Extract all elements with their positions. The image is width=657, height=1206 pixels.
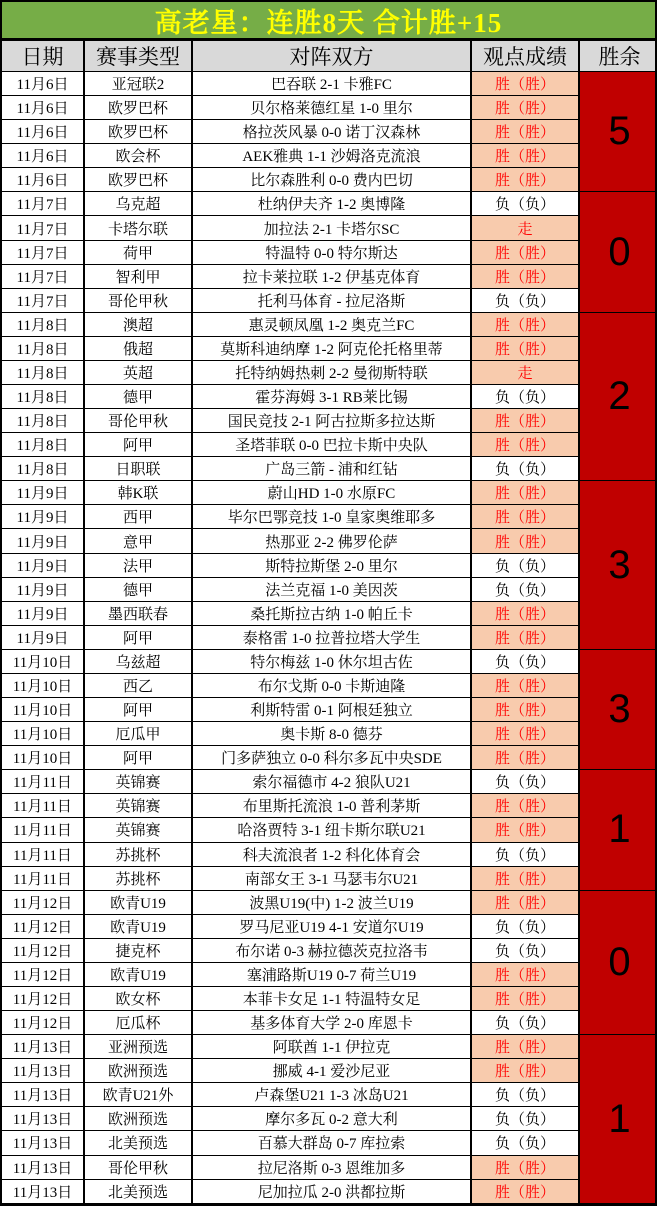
league-cell: 厄瓜杯 xyxy=(84,1011,192,1035)
league-cell: 德甲 xyxy=(84,385,192,409)
league-cell: 德甲 xyxy=(84,577,192,601)
league-cell: 阿甲 xyxy=(84,433,192,457)
date-cell: 11月13日 xyxy=(2,1035,84,1059)
league-cell: 欧女杯 xyxy=(84,986,192,1010)
table-row xyxy=(2,505,657,529)
date-cell: 11月10日 xyxy=(2,673,84,697)
result-cell: 胜（胜） xyxy=(471,312,579,336)
match-cell: 拉尼洛斯 0-3 恩维加多 xyxy=(192,1155,471,1179)
table-row xyxy=(2,192,657,216)
result-cell: 负（负） xyxy=(471,842,579,866)
match-cell: 贝尔格莱德红星 1-0 里尔 xyxy=(192,96,471,120)
result-cell: 走 xyxy=(471,216,579,240)
table-row xyxy=(2,601,657,625)
match-cell: 蔚山HD 1-0 水原FC xyxy=(192,481,471,505)
date-cell: 11月12日 xyxy=(2,938,84,962)
league-cell: 欧洲预选 xyxy=(84,1059,192,1083)
date-cell: 11月6日 xyxy=(2,120,84,144)
table-row xyxy=(2,1011,657,1035)
date-cell: 11月9日 xyxy=(2,625,84,649)
league-cell: 哥伦甲秋 xyxy=(84,409,192,433)
match-cell: 加拉法 2-1 卡塔尔SC xyxy=(192,216,471,240)
date-cell: 11月11日 xyxy=(2,770,84,794)
table-row xyxy=(2,962,657,986)
league-cell: 英超 xyxy=(84,360,192,384)
match-cell: 门多萨独立 0-0 科尔多瓦中央SDE xyxy=(192,746,471,770)
result-cell: 胜（胜） xyxy=(471,673,579,697)
league-cell: 澳超 xyxy=(84,312,192,336)
match-cell: 摩尔多瓦 0-2 意大利 xyxy=(192,1107,471,1131)
result-cell: 胜（胜） xyxy=(471,794,579,818)
table-row xyxy=(2,409,657,433)
date-cell: 11月13日 xyxy=(2,1131,84,1155)
date-cell: 11月9日 xyxy=(2,553,84,577)
match-cell: 特温特 0-0 特尔斯达 xyxy=(192,240,471,264)
date-cell: 11月10日 xyxy=(2,722,84,746)
date-cell: 11月10日 xyxy=(2,746,84,770)
match-cell: 奥卡斯 8-0 德芬 xyxy=(192,722,471,746)
table-row xyxy=(2,96,657,120)
league-cell: 欧罗巴杯 xyxy=(84,96,192,120)
league-cell: 法甲 xyxy=(84,553,192,577)
league-cell: 墨西联春 xyxy=(84,601,192,625)
league-cell: 苏挑杯 xyxy=(84,842,192,866)
table-row xyxy=(2,264,657,288)
match-cell: 特尔梅兹 1-0 休尔坦古佐 xyxy=(192,649,471,673)
match-cell: 本菲卡女足 1-1 特温特女足 xyxy=(192,986,471,1010)
result-cell: 负（负） xyxy=(471,938,579,962)
league-cell: 欧青U19 xyxy=(84,890,192,914)
match-cell: 桑托斯拉古纳 1-0 帕丘卡 xyxy=(192,601,471,625)
table-row xyxy=(2,914,657,938)
match-cell: 惠灵顿凤凰 1-2 奥克兰FC xyxy=(192,312,471,336)
result-cell: 胜（胜） xyxy=(471,72,579,96)
match-cell: 卢森堡U21 1-3 冰岛U21 xyxy=(192,1083,471,1107)
date-cell: 11月13日 xyxy=(2,1155,84,1179)
streak-cell: 3 xyxy=(579,481,657,650)
result-cell: 负（负） xyxy=(471,1131,579,1155)
result-cell: 负（负） xyxy=(471,770,579,794)
result-cell: 负（负） xyxy=(471,385,579,409)
result-cell: 胜（胜） xyxy=(471,818,579,842)
page-title: 高老星：连胜8天 合计胜+15 xyxy=(2,2,655,40)
league-cell: 苏挑杯 xyxy=(84,866,192,890)
date-cell: 11月13日 xyxy=(2,1107,84,1131)
table-row xyxy=(2,938,657,962)
match-cell: 阿联酋 1-1 伊拉克 xyxy=(192,1035,471,1059)
league-cell: 荷甲 xyxy=(84,240,192,264)
table-row xyxy=(2,240,657,264)
result-cell: 胜（胜） xyxy=(471,746,579,770)
match-cell: 波黑U19(中) 1-2 波兰U19 xyxy=(192,890,471,914)
result-cell: 负（负） xyxy=(471,649,579,673)
date-cell: 11月7日 xyxy=(2,264,84,288)
date-cell: 11月12日 xyxy=(2,1011,84,1035)
date-cell: 11月6日 xyxy=(2,144,84,168)
match-cell: 托利马体育 - 拉尼洛斯 xyxy=(192,288,471,312)
date-cell: 11月6日 xyxy=(2,72,84,96)
league-cell: 捷克杯 xyxy=(84,938,192,962)
result-cell: 胜（胜） xyxy=(471,890,579,914)
match-cell: 圣塔菲联 0-0 巴拉卡斯中央队 xyxy=(192,433,471,457)
league-cell: 北美预选 xyxy=(84,1131,192,1155)
result-cell: 胜（胜） xyxy=(471,698,579,722)
table-row xyxy=(2,216,657,240)
league-cell: 欧会杯 xyxy=(84,144,192,168)
date-cell: 11月11日 xyxy=(2,818,84,842)
table-row xyxy=(2,890,657,914)
match-cell: 格拉茨风暴 0-0 诺丁汉森林 xyxy=(192,120,471,144)
table-row xyxy=(2,1035,657,1059)
match-cell: 莫斯科迪纳摩 1-2 阿克伦托格里蒂 xyxy=(192,336,471,360)
table-row xyxy=(2,553,657,577)
date-cell: 11月13日 xyxy=(2,1179,84,1203)
match-cell: 杜纳伊夫齐 1-2 奥博隆 xyxy=(192,192,471,216)
league-cell: 哥伦甲秋 xyxy=(84,1155,192,1179)
header-league: 赛事类型 xyxy=(84,41,192,72)
table-row xyxy=(2,168,657,192)
league-cell: 卡塔尔联 xyxy=(84,216,192,240)
match-cell: 斯特拉斯堡 2-0 里尔 xyxy=(192,553,471,577)
result-cell: 胜（胜） xyxy=(471,120,579,144)
match-cell: 布里斯托流浪 1-0 普利茅斯 xyxy=(192,794,471,818)
league-cell: 智利甲 xyxy=(84,264,192,288)
result-cell: 胜（胜） xyxy=(471,96,579,120)
league-cell: 阿甲 xyxy=(84,625,192,649)
date-cell: 11月8日 xyxy=(2,409,84,433)
league-cell: 亚洲预选 xyxy=(84,1035,192,1059)
date-cell: 11月6日 xyxy=(2,168,84,192)
league-cell: 欧青U19 xyxy=(84,962,192,986)
date-cell: 11月8日 xyxy=(2,433,84,457)
table-row xyxy=(2,1083,657,1107)
result-cell: 胜（胜） xyxy=(471,168,579,192)
date-cell: 11月8日 xyxy=(2,336,84,360)
table-row xyxy=(2,385,657,409)
match-cell: 比尔森胜利 0-0 费内巴切 xyxy=(192,168,471,192)
result-cell: 胜（胜） xyxy=(471,481,579,505)
league-cell: 欧罗巴杯 xyxy=(84,168,192,192)
match-cell: 布尔诺 0-3 赫拉德茨克拉洛韦 xyxy=(192,938,471,962)
date-cell: 11月12日 xyxy=(2,986,84,1010)
match-cell: AEK雅典 1-1 沙姆洛克流浪 xyxy=(192,144,471,168)
result-cell: 负（负） xyxy=(471,553,579,577)
table-row xyxy=(2,698,657,722)
result-cell: 胜（胜） xyxy=(471,144,579,168)
date-cell: 11月10日 xyxy=(2,649,84,673)
league-cell: 厄瓜甲 xyxy=(84,722,192,746)
table-row xyxy=(2,1155,657,1179)
date-cell: 11月7日 xyxy=(2,192,84,216)
streak-cell: 3 xyxy=(579,649,657,769)
match-cell: 毕尔巴鄂竞技 1-0 皇家奥维耶多 xyxy=(192,505,471,529)
result-cell: 胜（胜） xyxy=(471,1035,579,1059)
match-cell: 广岛三箭 - 浦和红钻 xyxy=(192,457,471,481)
match-cell: 法兰克福 1-0 美因茨 xyxy=(192,577,471,601)
league-cell: 韩K联 xyxy=(84,481,192,505)
table-row xyxy=(2,986,657,1010)
header-result: 观点成绩 xyxy=(471,41,579,72)
league-cell: 欧青U19 xyxy=(84,914,192,938)
table-row xyxy=(2,72,657,96)
result-cell: 负（负） xyxy=(471,457,579,481)
match-cell: 托特纳姆热刺 2-2 曼彻斯特联 xyxy=(192,360,471,384)
streak-cell: 1 xyxy=(579,1035,657,1204)
date-cell: 11月7日 xyxy=(2,216,84,240)
streak-cell: 2 xyxy=(579,312,657,481)
date-cell: 11月12日 xyxy=(2,890,84,914)
result-cell: 胜（胜） xyxy=(471,1179,579,1203)
result-cell: 胜（胜） xyxy=(471,505,579,529)
table-row xyxy=(2,312,657,336)
header-match: 对阵双方 xyxy=(192,41,471,72)
table-row xyxy=(2,673,657,697)
match-cell: 基多体育大学 2-0 库恩卡 xyxy=(192,1011,471,1035)
result-cell: 胜（胜） xyxy=(471,1155,579,1179)
table-row xyxy=(2,529,657,553)
date-cell: 11月11日 xyxy=(2,866,84,890)
match-cell: 利斯特雷 0-1 阿根廷独立 xyxy=(192,698,471,722)
match-cell: 索尔福德市 4-2 狼队U21 xyxy=(192,770,471,794)
table-row xyxy=(2,457,657,481)
result-cell: 胜（胜） xyxy=(471,962,579,986)
league-cell: 亚冠联2 xyxy=(84,72,192,96)
table-row xyxy=(2,481,657,505)
date-cell: 11月11日 xyxy=(2,842,84,866)
match-cell: 巴吞联 2-1 卡雅FC xyxy=(192,72,471,96)
table-row xyxy=(2,577,657,601)
result-cell: 胜（胜） xyxy=(471,601,579,625)
table-row xyxy=(2,842,657,866)
table-row xyxy=(2,866,657,890)
league-cell: 西乙 xyxy=(84,673,192,697)
date-cell: 11月9日 xyxy=(2,601,84,625)
table-row xyxy=(2,144,657,168)
date-cell: 11月13日 xyxy=(2,1083,84,1107)
league-cell: 俄超 xyxy=(84,336,192,360)
table-row xyxy=(2,1179,657,1203)
streak-cell: 0 xyxy=(579,890,657,1034)
header-date: 日期 xyxy=(2,41,84,72)
streak-cell: 0 xyxy=(579,192,657,312)
date-cell: 11月12日 xyxy=(2,914,84,938)
league-cell: 西甲 xyxy=(84,505,192,529)
date-cell: 11月12日 xyxy=(2,962,84,986)
result-cell: 胜（胜） xyxy=(471,240,579,264)
date-cell: 11月9日 xyxy=(2,529,84,553)
league-cell: 阿甲 xyxy=(84,698,192,722)
date-cell: 11月9日 xyxy=(2,505,84,529)
match-cell: 南部女王 3-1 马瑟韦尔U21 xyxy=(192,866,471,890)
date-cell: 11月11日 xyxy=(2,794,84,818)
match-cell: 泰格雷 1-0 拉普拉塔大学生 xyxy=(192,625,471,649)
match-cell: 罗马尼亚U19 4-1 安道尔U19 xyxy=(192,914,471,938)
match-cell: 塞浦路斯U19 0-7 荷兰U19 xyxy=(192,962,471,986)
league-cell: 哥伦甲秋 xyxy=(84,288,192,312)
table-row xyxy=(2,336,657,360)
header-row xyxy=(2,41,657,72)
league-cell: 欧罗巴杯 xyxy=(84,120,192,144)
league-cell: 乌克超 xyxy=(84,192,192,216)
result-cell: 胜（胜） xyxy=(471,722,579,746)
table-row xyxy=(2,746,657,770)
match-cell: 哈洛贾特 3-1 纽卡斯尔联U21 xyxy=(192,818,471,842)
result-cell: 胜（胜） xyxy=(471,409,579,433)
match-cell: 霍芬海姆 3-1 RB莱比锡 xyxy=(192,385,471,409)
league-cell: 英锦赛 xyxy=(84,770,192,794)
result-cell: 负（负） xyxy=(471,577,579,601)
date-cell: 11月8日 xyxy=(2,385,84,409)
date-cell: 11月8日 xyxy=(2,457,84,481)
table-row xyxy=(2,1059,657,1083)
result-cell: 负（负） xyxy=(471,192,579,216)
table-row xyxy=(2,649,657,673)
result-cell: 胜（胜） xyxy=(471,625,579,649)
table-row xyxy=(2,794,657,818)
match-cell: 拉卡莱拉联 1-2 伊基克体育 xyxy=(192,264,471,288)
result-cell: 走 xyxy=(471,360,579,384)
match-cell: 科夫流浪者 1-2 科化体育会 xyxy=(192,842,471,866)
date-cell: 11月6日 xyxy=(2,96,84,120)
date-cell: 11月7日 xyxy=(2,240,84,264)
table-row xyxy=(2,360,657,384)
date-cell: 11月7日 xyxy=(2,288,84,312)
streak-cell: 5 xyxy=(579,72,657,192)
date-cell: 11月8日 xyxy=(2,312,84,336)
league-cell: 英锦赛 xyxy=(84,794,192,818)
league-cell: 乌兹超 xyxy=(84,649,192,673)
result-cell: 胜（胜） xyxy=(471,433,579,457)
result-cell: 胜（胜） xyxy=(471,986,579,1010)
match-cell: 百慕大群岛 0-7 库拉索 xyxy=(192,1131,471,1155)
table-row xyxy=(2,818,657,842)
result-cell: 胜（胜） xyxy=(471,1059,579,1083)
result-cell: 负（负） xyxy=(471,288,579,312)
results-table xyxy=(2,40,657,1204)
result-cell: 胜（胜） xyxy=(471,264,579,288)
streak-cell: 1 xyxy=(579,770,657,890)
result-cell: 胜（胜） xyxy=(471,336,579,360)
match-cell: 热那亚 2-2 佛罗伦萨 xyxy=(192,529,471,553)
league-cell: 北美预选 xyxy=(84,1179,192,1203)
match-cell: 挪威 4-1 爱沙尼亚 xyxy=(192,1059,471,1083)
league-cell: 英锦赛 xyxy=(84,818,192,842)
result-cell: 负（负） xyxy=(471,1011,579,1035)
date-cell: 11月8日 xyxy=(2,360,84,384)
date-cell: 11月9日 xyxy=(2,577,84,601)
date-cell: 11月9日 xyxy=(2,481,84,505)
table-row xyxy=(2,1107,657,1131)
result-cell: 胜（胜） xyxy=(471,529,579,553)
result-cell: 负（负） xyxy=(471,1107,579,1131)
result-cell: 负（负） xyxy=(471,1083,579,1107)
league-cell: 阿甲 xyxy=(84,746,192,770)
match-cell: 布尔戈斯 0-0 卡斯迪隆 xyxy=(192,673,471,697)
match-cell: 尼加拉瓜 2-0 洪都拉斯 xyxy=(192,1179,471,1203)
table-row xyxy=(2,625,657,649)
date-cell: 11月10日 xyxy=(2,698,84,722)
table-row xyxy=(2,722,657,746)
table-row xyxy=(2,288,657,312)
date-cell: 11月13日 xyxy=(2,1059,84,1083)
match-cell: 国民竞技 2-1 阿古拉斯多拉达斯 xyxy=(192,409,471,433)
header-streak: 胜余 xyxy=(579,41,657,72)
table-row xyxy=(2,770,657,794)
league-cell: 欧洲预选 xyxy=(84,1107,192,1131)
table-row xyxy=(2,1131,657,1155)
league-cell: 欧青U21外 xyxy=(84,1083,192,1107)
table-row xyxy=(2,433,657,457)
result-cell: 胜（胜） xyxy=(471,866,579,890)
table-row xyxy=(2,120,657,144)
result-cell: 负（负） xyxy=(471,914,579,938)
league-cell: 意甲 xyxy=(84,529,192,553)
league-cell: 日职联 xyxy=(84,457,192,481)
